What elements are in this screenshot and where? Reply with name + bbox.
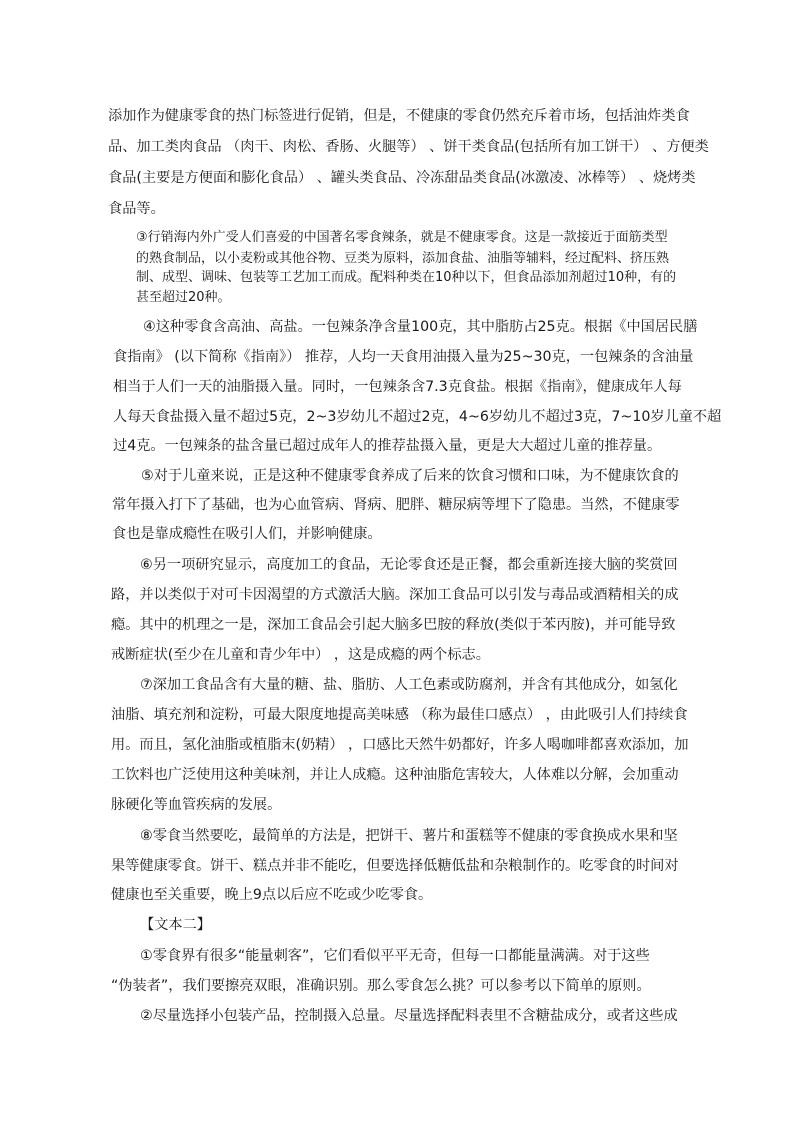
text-line: 食也是靠成瘾性在吸引人们，并影响健康。 [112,526,382,542]
text-line: 果等健康零食。饼干、糕点并非不能吃，但要选择低糖低盐和杂粮制作的。吃零食的时间对 [111,858,679,874]
text-line: 相当于人们一天的油脂摄入量。同时，一包辣条含7.3克食盐。根据《指南》，健康成年人每 [113,379,682,395]
text-line: 食指南》 (以下简称《指南》） 推荐，人均一天食用油摄入量为25~30克，一包辣条的含油量 [113,349,694,365]
text-line: 油脂、填充剂和淀粉，可最大限度地提高美味感 （称为最佳口感点） ，由此吸引人们持续食 [111,707,688,723]
section-heading: 【文本二】 [140,917,211,933]
text-line: 过4克。一包辣条的盐含量已超过成年人的推荐盐摄入量，更是大大超过儿童的推荐量。 [113,438,662,454]
text-line: ⑦深加工食品含有大量的糖、盐、脂肪、人工色素或防腐剂，并含有其他成分，如氢化 [140,677,678,693]
text-line: 戒断症状(至少在儿童和青少年中） ，这是成瘾的两个标志。 [111,647,490,663]
text-line: 甚至超过20种。 [136,290,231,305]
text-line: 脉硬化等血管疾病的发展。 [111,797,282,813]
text-line: “伪装者”，我们要擦亮双眼，准确识别。那么零食怎么挑？可以参考以下简单的原则。 [111,978,651,994]
text-line: ③行销海内外广受人们喜爱的中国著名零食辣条，就是不健康零食。这是一款接近于面筋类型 [136,230,668,245]
text-line: 常年摄入打下了基础，也为心血管病、肾病、肥胖、糖尿病等埋下了隐患。当然，不健康零 [112,497,680,513]
text-line: 健康也至关重要，晚上9点以后应不吃或少吃零食。 [111,887,433,903]
text-line: ④这种零食含高油、高盐。一包辣条净含量100克，其中脂肪占25克。根据《中国居民膳 [143,319,698,335]
text-line: 人每天食盐摄入量不超过5克，2~3岁幼儿不超过2克，4~6岁幼儿不超过3克，7~10岁儿童不超 [113,409,722,425]
text-line: 品、加工类肉食品 （肉干、肉松、香肠、火腿等） 、饼干类食品(包括所有加工饼干） 、方便类 [108,139,709,155]
text-line: ⑤对于儿童来说，正是这种不健康零食养成了后来的饮食习惯和口味，为不健康饮食的 [141,468,679,484]
text-line: 路，并以类似于对可卡因渴望的方式激活大脑。深加工食品可以引发与毒品或酒精相关的成 [111,587,679,603]
text-line: 制、成型、调味、包装等工艺加工而成。配料种类在10种以下，但食品添加剂超过10种，有的 [136,270,677,285]
text-line: 添加作为健康零食的热门标签进行促销，但是，不健康的零食仍然充斥着市场，包括油炸类食 [108,108,690,124]
text-line: 食品(主要是方便面和膨化食品） 、罐头类食品、冷冻甜品类食品(冰激凌、冰棒等） 、烧烤类 [108,170,696,186]
text-line: 用。而且，氢化油脂或植脂末(奶精） ，口感比天然牛奶都好，许多人喝咖啡都喜欢添加，加 [111,737,689,753]
text-line: ②尽量选择小包装产品，控制摄入总量。尽量选择配料表里不含糖盐成分，或者这些成 [140,1008,678,1024]
text-line: ⑥另一项研究显示，高度加工的食品，无论零食还是正餐，都会重新连接大脑的奖赏回 [140,557,678,573]
text-line: ①零食界有很多“能量刺客”，它们看似平平无奇，但每一口都能量满满。对于这些 [140,948,650,964]
text-line: 瘾。其中的机理之一是，深加工食品会引起大脑多巴胺的释放(类似于苯丙胺)，并可能导致 [111,617,676,633]
text-line: 工饮料也广泛使用这种美味剂，并让人成瘾。这种油脂危害较大，人体难以分解，会加重动 [111,767,679,783]
text-line: ⑧零食当然要吃，最简单的方法是，把饼干、薯片和蛋糕等不健康的零食换成水果和坚 [140,828,678,844]
text-line: 食品等。 [108,201,165,217]
text-line: 的熟食制品，以小麦粉或其他谷物、豆类为原料，添加食盐、油脂等辅料，经过配料、挤压熟 [136,251,670,266]
